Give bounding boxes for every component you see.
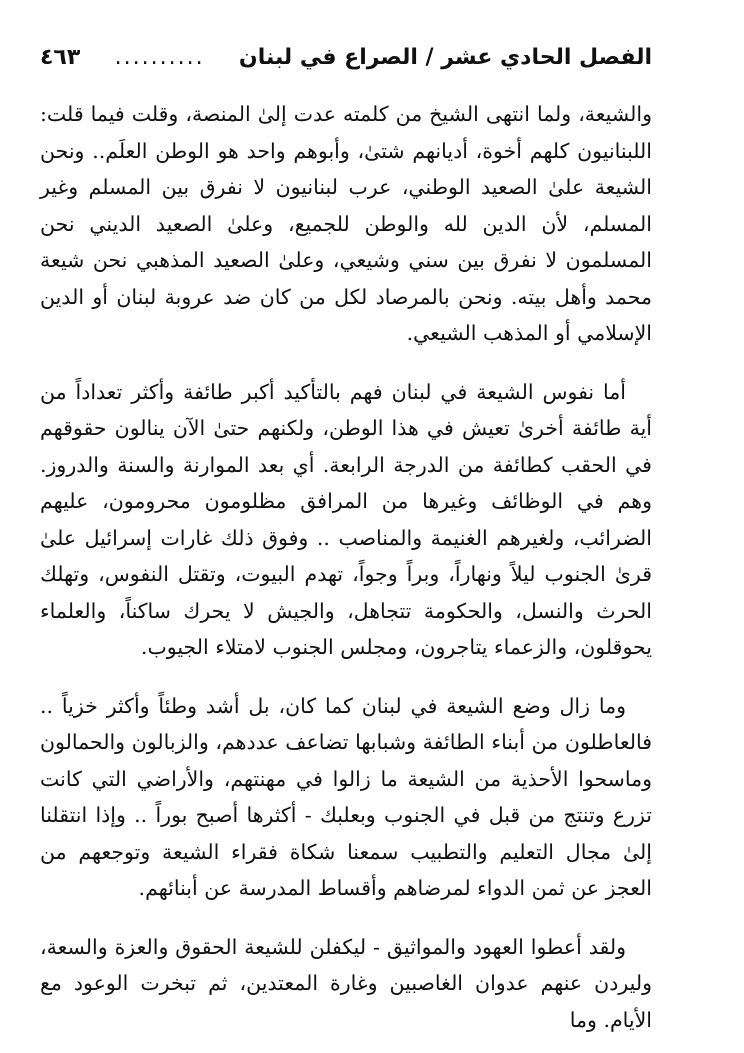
chapter-title: الفصل الحادي عشر / الصراع في لبنان (238, 45, 652, 70)
paragraph-3: وما زال وضع الشيعة في لبنان كما كان، بل أشد وطئاً وأكثر خزياً .. فالعاطلون من أبناء الطائفة وشبابها تضاعف عددهم، والزبالون والحمالون وماسحوا الأحذية من الشيعة ما زالوا في مهنتهم، والأراضي التي كانت تزرع وتنتج من قبل في الجنوب وبعلبك - أكثرها أصبح بوراً .. وإذا انتقلنا إلىٰ مجال التعليم والتطبيب سمعنا شكاة فقراء الشيعة وتوجعهم من العجز عن ثمن الدواء لمرضاهم وأقساط المدرسة عن أبنائهم. (40, 693, 652, 900)
paragraph-1: والشيعة، ولما انتهى الشيخ من كلمته عدت إلىٰ المنصة، وقلت فيما قلت: اللبنانيون كلهم أخوة، أديانهم شتىٰ، وأبوهم واحد هو الوطن العلَم.. ونحن الشيعة علىٰ الصعيد الوطني، عرب لبنانيون لا نفرق بين المسلم وغير المسلم، لأن الدين لله والوطن للجميع، وعلىٰ الصعيد الديني نحن المسلمون لا نفرق بين سني وشيعي، وعلىٰ الصعيد المذهبي نحن شيعة محمد وأهل بيته. ونحن بالمرصاد لكل من كان ضد عروبة لبنان أو الدين الإسلامي أو المذهب الشيعي. (40, 102, 652, 345)
page-number: ٤٦٣ (40, 45, 81, 70)
header-leader-dots: .......... (114, 45, 205, 70)
paragraph-2: أما نفوس الشيعة في لبنان فهم بالتأكيد أكبر طائفة وأكثر تعداداً من أية طائفة أخرىٰ تعيش في هذا الوطن، ولكنهم حتىٰ الآن ينالون حقوقهم في الحقب كطائفة من الدرجة الرابعة. أي بعد الموارنة والسنة والدروز. وهم في الوظائف وغيرها من المرافق مظلومون محرومون، عليهم الضرائب، ولغيرهم الغنيمة والمناصب .. وفوق ذلك غارات إسرائيل علىٰ قرىٰ الجنوب ليلاً ونهاراً، وبراً وجواً، تهدم البيوت، وتقتل النفوس، وتهلك الحرث والنسل، والحكومة تتجاهل، والجيش لا يحرك ساكناً، والعلماء يحوقلون، والزعماء يتاجرون، ومجلس الجنوب لامتلاء الجيوب. (40, 379, 652, 659)
paragraph-4: ولقد أعطوا العهود والمواثيق - ليكفلن للشيعة الحقوق والعزة والسعة، وليردن عنهم عدوان الغاصبين وغارة المعتدين، ثم تبخرت الوعود مع الأيام. وما (40, 934, 652, 1032)
running-header (40, 38, 652, 78)
